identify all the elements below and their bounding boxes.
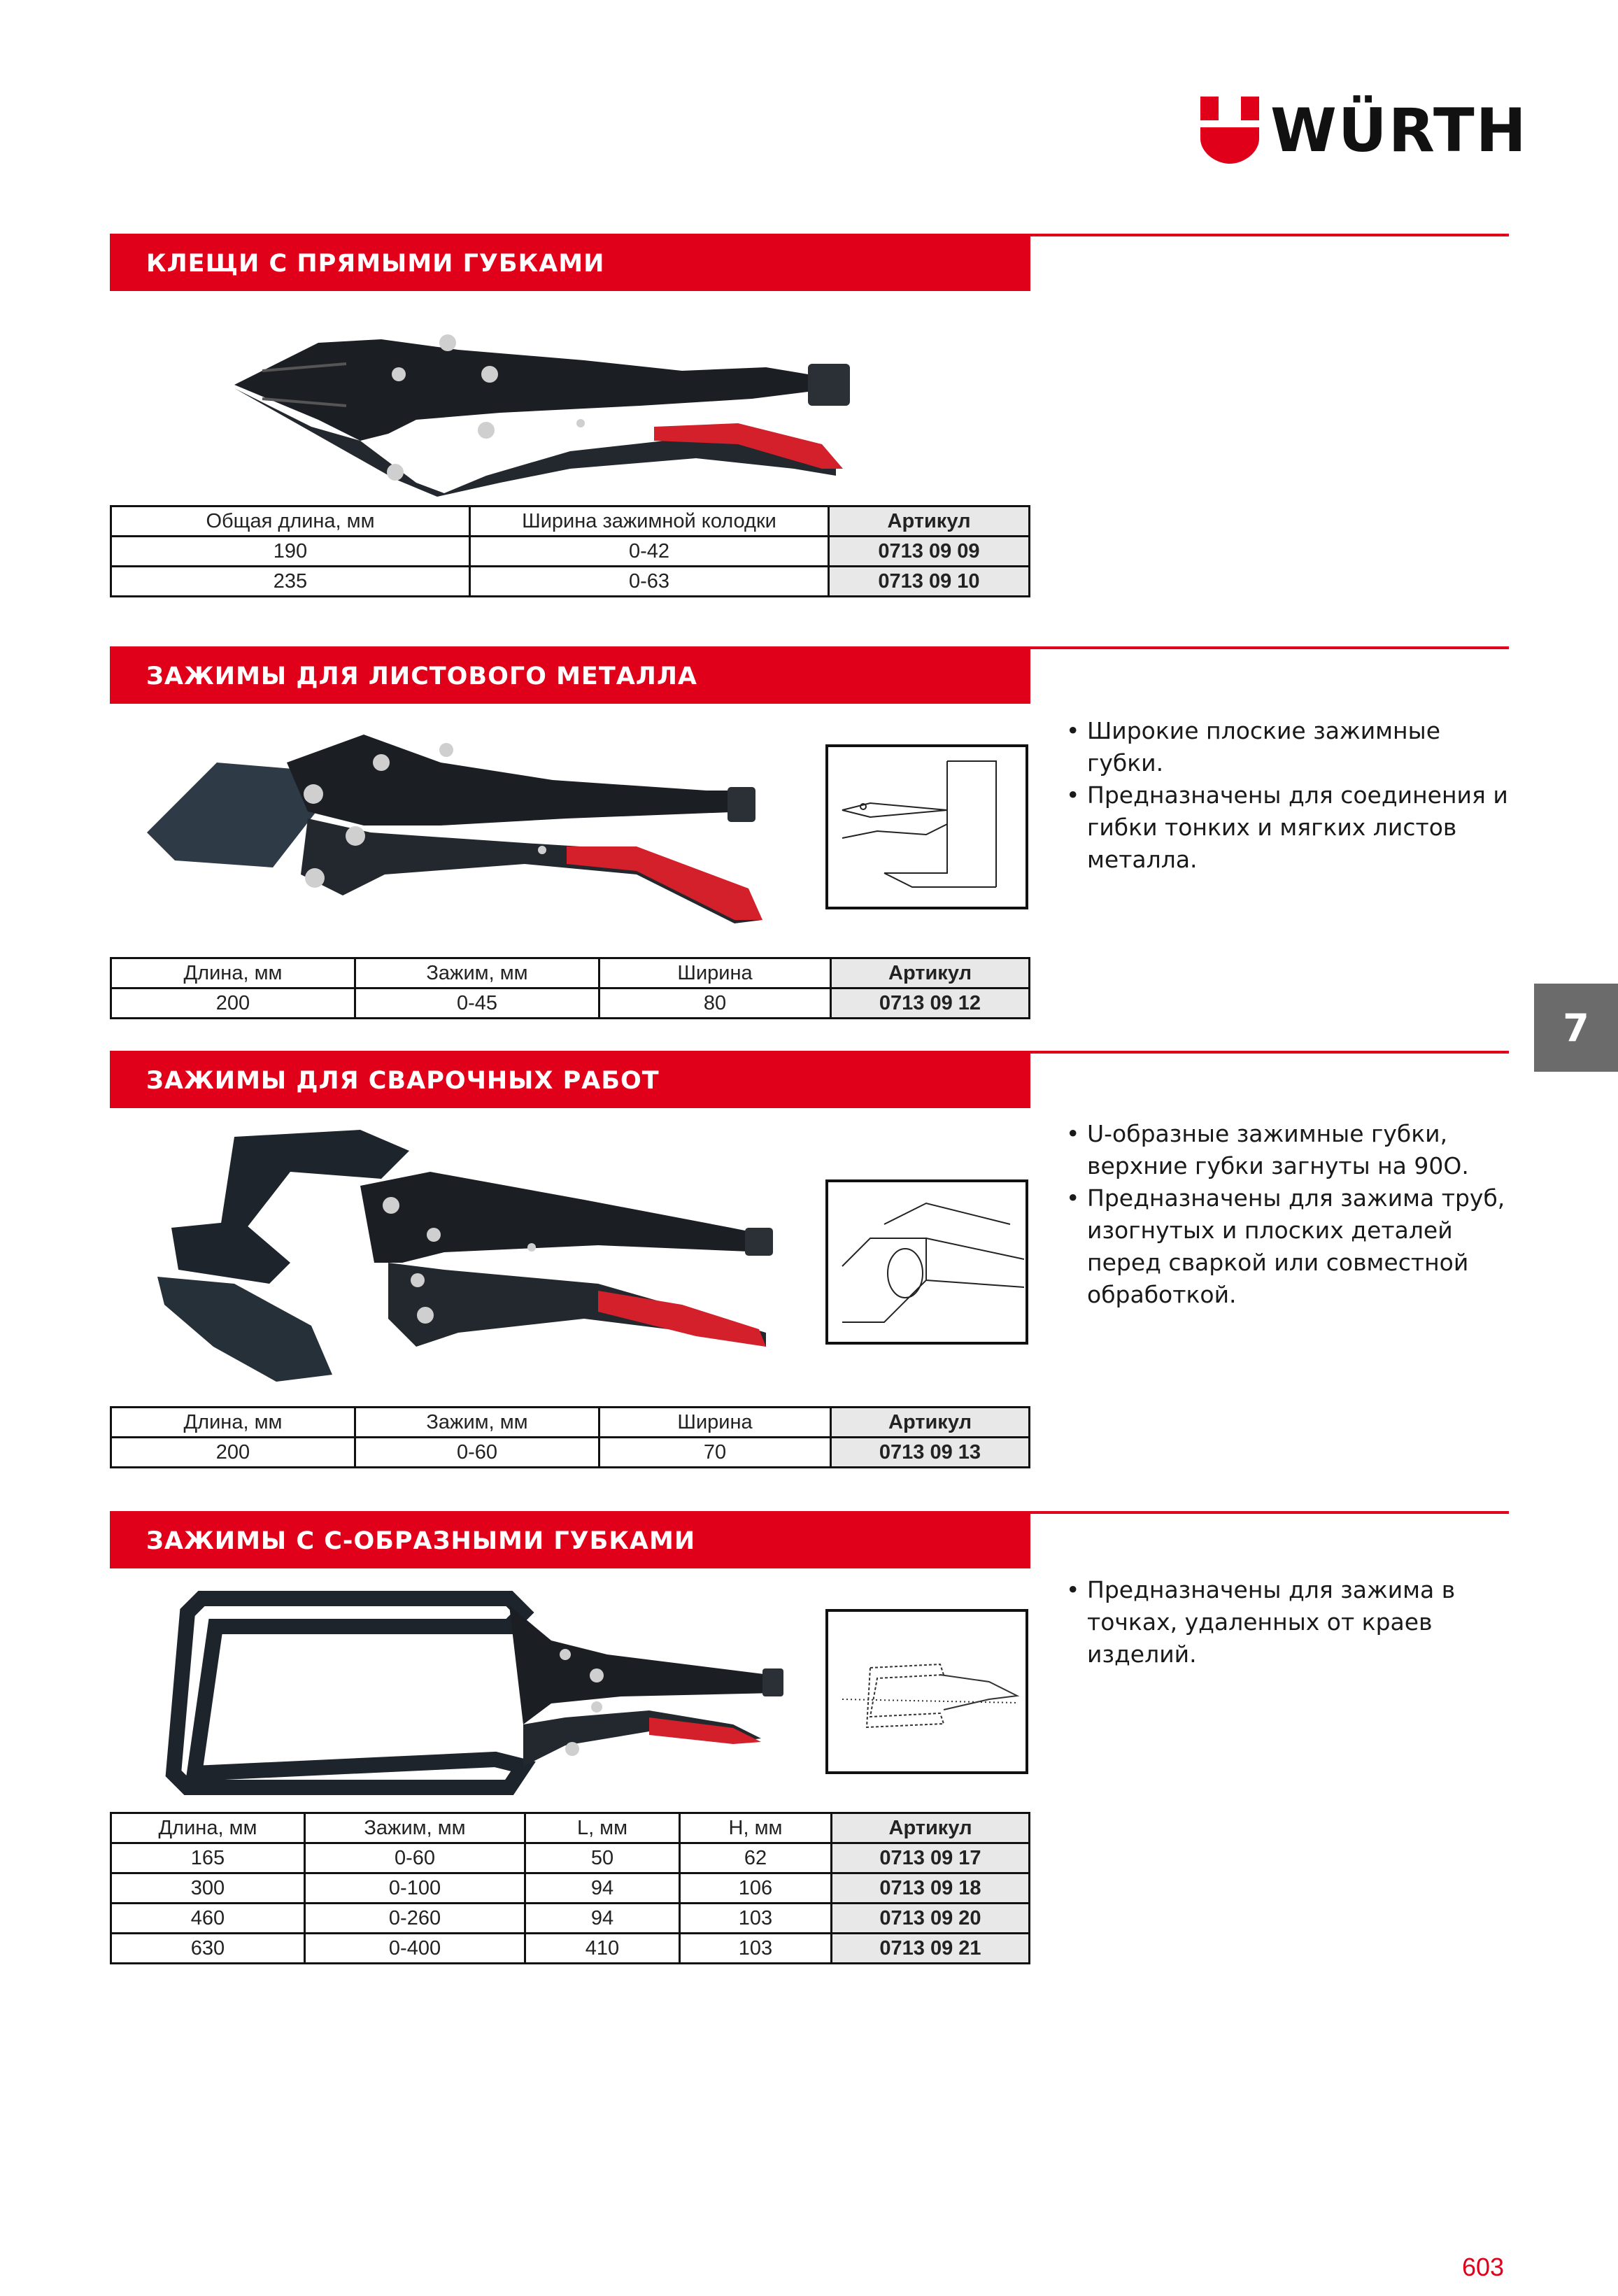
section-header xyxy=(110,649,1030,704)
table-cell: 94 xyxy=(525,1873,680,1904)
section-title: КЛЕЩИ С ПРЯМЫМИ ГУБКАМИ xyxy=(146,250,605,278)
table-header-cell: Артикул xyxy=(829,506,1030,537)
table-cell: 0-100 xyxy=(305,1873,525,1904)
section-title: ЗАЖИМЫ С С-ОБРАЗНЫМИ ГУБКАМИ xyxy=(146,1527,696,1555)
feature-item: • Предназначены для зажима труб, изогнутых и плоских деталей перед сваркой или совместной обработкой. xyxy=(1066,1182,1514,1311)
table-cell: 410 xyxy=(525,1934,680,1964)
page-number: 603 xyxy=(1462,2253,1505,2281)
spec-table xyxy=(110,957,1030,1019)
spec-table xyxy=(110,1406,1030,1468)
table-header-cell: H, мм xyxy=(680,1813,832,1843)
table-cell: 0-260 xyxy=(305,1904,525,1934)
table-header-cell: L, мм xyxy=(525,1813,680,1843)
usage-diagram-icon xyxy=(828,1612,1026,1771)
table-header-cell: Зажим, мм xyxy=(355,958,599,988)
table-header-cell: Зажим, мм xyxy=(355,1408,599,1438)
article-number: 0713 09 17 xyxy=(832,1843,1030,1873)
table-cell: 0-63 xyxy=(470,567,829,597)
table-cell: 62 xyxy=(680,1843,832,1873)
table-header-cell: Общая длина, мм xyxy=(111,506,470,537)
table-cell: 0-400 xyxy=(305,1934,525,1964)
table-cell: 0-60 xyxy=(355,1438,599,1468)
feature-list xyxy=(1066,1574,1514,1671)
wurth-logo-icon xyxy=(1200,97,1259,164)
brand-name: WÜRTH xyxy=(1270,96,1528,166)
table-row xyxy=(111,537,1030,567)
sheet-metal-clamp-image xyxy=(133,721,762,930)
straight-jaw-pliers-image xyxy=(206,301,892,497)
table-header-row xyxy=(111,1408,1030,1438)
table-row xyxy=(111,567,1030,597)
table-header-cell: Артикул xyxy=(831,1408,1030,1438)
c-clamp-image xyxy=(159,1585,803,1805)
table-header-cell: Длина, мм xyxy=(111,1408,355,1438)
article-number: 0713 09 20 xyxy=(832,1904,1030,1934)
table-cell: 460 xyxy=(111,1904,305,1934)
table-header-cell: Артикул xyxy=(832,1813,1030,1843)
table-cell: 630 xyxy=(111,1934,305,1964)
feature-item: • Широкие плоские зажимные губки. xyxy=(1066,715,1514,779)
table-cell: 103 xyxy=(680,1904,832,1934)
table-cell: 190 xyxy=(111,537,470,567)
table-cell: 0-60 xyxy=(305,1843,525,1873)
welding-clamp-image xyxy=(150,1123,804,1392)
welding-usage-diagram xyxy=(825,1179,1028,1345)
table-cell: 235 xyxy=(111,567,470,597)
spec-table xyxy=(110,1812,1030,1964)
table-cell: 70 xyxy=(599,1438,831,1468)
table-row xyxy=(111,1904,1030,1934)
section-title: ЗАЖИМЫ ДЛЯ ЛИСТОВОГО МЕТАЛЛА xyxy=(146,662,698,690)
table-header-cell: Ширина xyxy=(599,1408,831,1438)
table-row xyxy=(111,1438,1030,1468)
sheet-metal-usage-diagram xyxy=(825,744,1028,909)
section-header xyxy=(110,1054,1030,1108)
table-cell: 0-45 xyxy=(355,988,599,1019)
table-row xyxy=(111,988,1030,1019)
table-header-cell: Ширина xyxy=(599,958,831,988)
article-number: 0713 09 13 xyxy=(831,1438,1030,1468)
article-number: 0713 09 09 xyxy=(829,537,1030,567)
c-clamp-usage-diagram xyxy=(825,1609,1028,1774)
table-row xyxy=(111,1843,1030,1873)
table-cell: 300 xyxy=(111,1873,305,1904)
section-header xyxy=(110,1514,1030,1568)
table-header-cell: Зажим, мм xyxy=(305,1813,525,1843)
table-header-row xyxy=(111,506,1030,537)
table-cell: 80 xyxy=(599,988,831,1019)
table-cell: 165 xyxy=(111,1843,305,1873)
table-cell: 106 xyxy=(680,1873,832,1904)
article-number: 0713 09 18 xyxy=(832,1873,1030,1904)
wurth-logo xyxy=(1200,96,1528,166)
feature-item: • Предназначены для зажима в точках, удаленных от краев изделий. xyxy=(1066,1574,1514,1671)
table-header-cell: Ширина зажимной колодки xyxy=(470,506,829,537)
feature-list xyxy=(1066,715,1514,876)
section-title: ЗАЖИМЫ ДЛЯ СВАРОЧНЫХ РАБОТ xyxy=(146,1067,660,1095)
usage-diagram-icon xyxy=(828,747,1026,907)
spec-table xyxy=(110,505,1030,597)
table-header-cell: Длина, мм xyxy=(111,958,355,988)
feature-item: • Предназначены для соединения и гибки тонких и мягких листов металла. xyxy=(1066,779,1514,876)
table-row xyxy=(111,1934,1030,1964)
chapter-tab: 7 xyxy=(1534,984,1618,1072)
table-header-row xyxy=(111,1813,1030,1843)
section-header xyxy=(110,236,1030,291)
feature-item: • U-образные зажимные губки, верхние губки загнуты на 90О. xyxy=(1066,1118,1514,1182)
table-cell: 200 xyxy=(111,1438,355,1468)
table-cell: 50 xyxy=(525,1843,680,1873)
usage-diagram-icon xyxy=(828,1182,1026,1342)
feature-list xyxy=(1066,1118,1514,1311)
table-header-row xyxy=(111,958,1030,988)
table-cell: 103 xyxy=(680,1934,832,1964)
article-number: 0713 09 21 xyxy=(832,1934,1030,1964)
table-header-cell: Длина, мм xyxy=(111,1813,305,1843)
article-number: 0713 09 12 xyxy=(831,988,1030,1019)
table-cell: 94 xyxy=(525,1904,680,1934)
table-cell: 200 xyxy=(111,988,355,1019)
article-number: 0713 09 10 xyxy=(829,567,1030,597)
table-row xyxy=(111,1873,1030,1904)
table-header-cell: Артикул xyxy=(831,958,1030,988)
table-cell: 0-42 xyxy=(470,537,829,567)
